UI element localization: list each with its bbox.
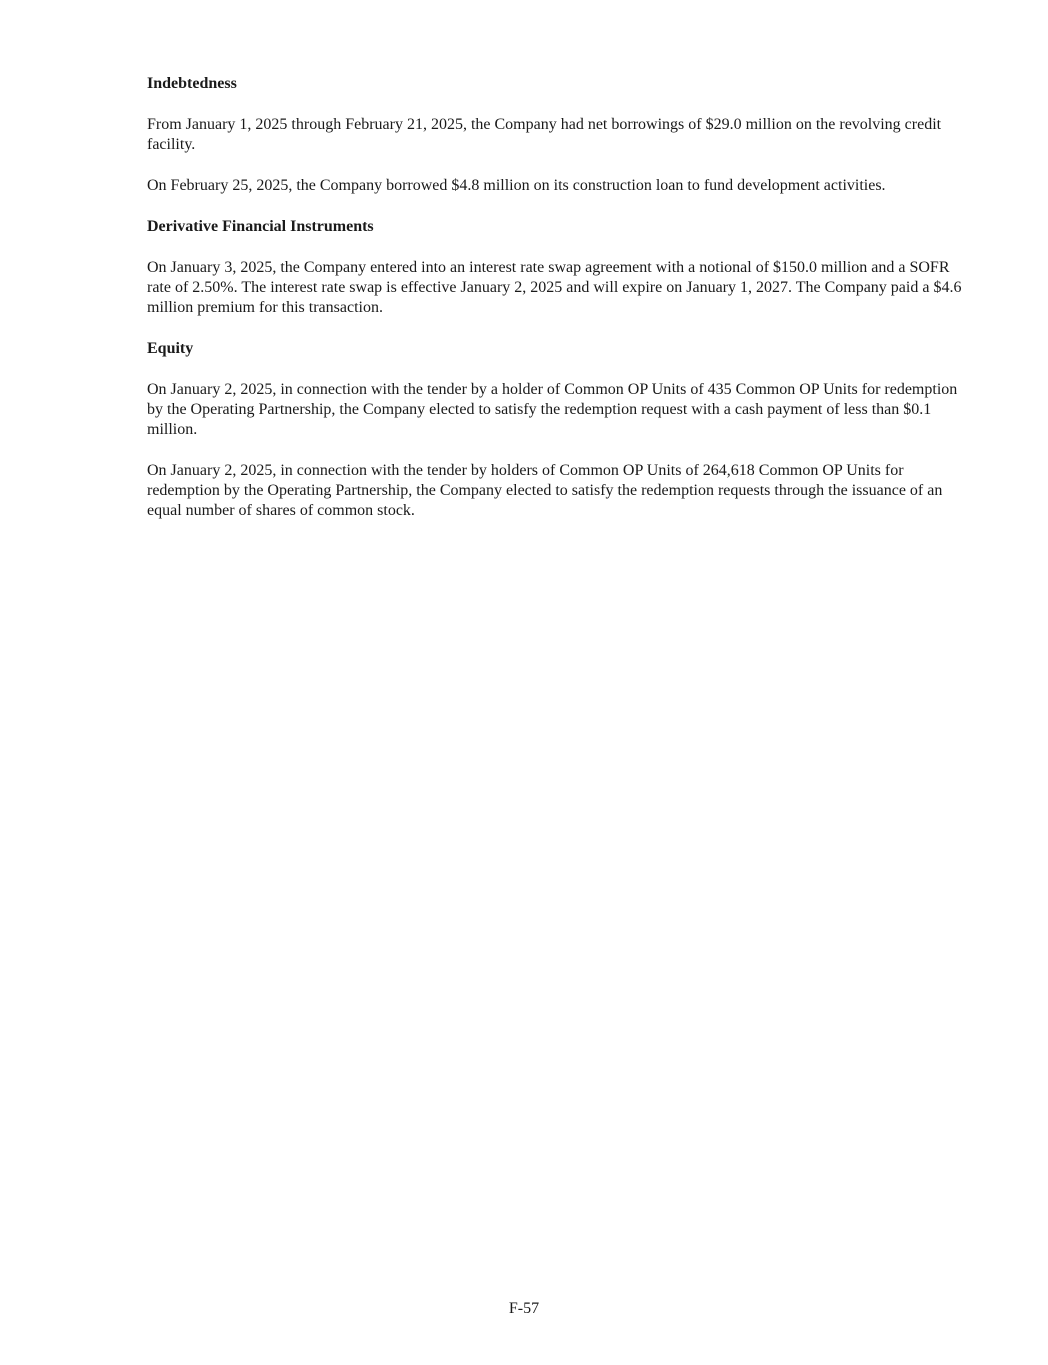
section-heading: Derivative Financial Instruments [147, 218, 374, 235]
paragraph: On January 2, 2025, in connection with the tender by a holder of Common OP Units of 435 Common OP Units for redemption by the Operating Partnership, the Company elected to satisfy the redemption request with a cash payment of less than $0.1 million. [147, 381, 958, 438]
section-indebtedness [147, 74, 962, 196]
paragraph: On February 25, 2025, the Company borrowed $4.8 million on its construction loan to fund development activities. [147, 177, 886, 194]
document-body [147, 74, 962, 542]
section-heading: Indebtedness [147, 75, 237, 92]
paragraph: On January 2, 2025, in connection with the tender by holders of Common OP Units of 264,618 Common OP Units for redemption by the Operating Partnership, the Company elected to satisfy the redemption requests through the issuance of an equal number of shares of common stock. [147, 462, 943, 519]
section-derivative-financial-instruments [147, 217, 962, 318]
page-number: F-57 [508, 1300, 540, 1317]
section-equity [147, 339, 962, 521]
paragraph: On January 3, 2025, the Company entered into an interest rate swap agreement with a notional of $150.0 million and a SOFR rate of 2.50%. The interest rate swap is effective January 2, 2025 and will expire on January 1, 2027. The Company paid a $4.6 million premium for this transaction. [147, 259, 962, 316]
paragraph: From January 1, 2025 through February 21, 2025, the Company had net borrowings of $29.0 million on the revolving credit facility. [147, 116, 942, 153]
section-heading: Equity [147, 340, 194, 357]
